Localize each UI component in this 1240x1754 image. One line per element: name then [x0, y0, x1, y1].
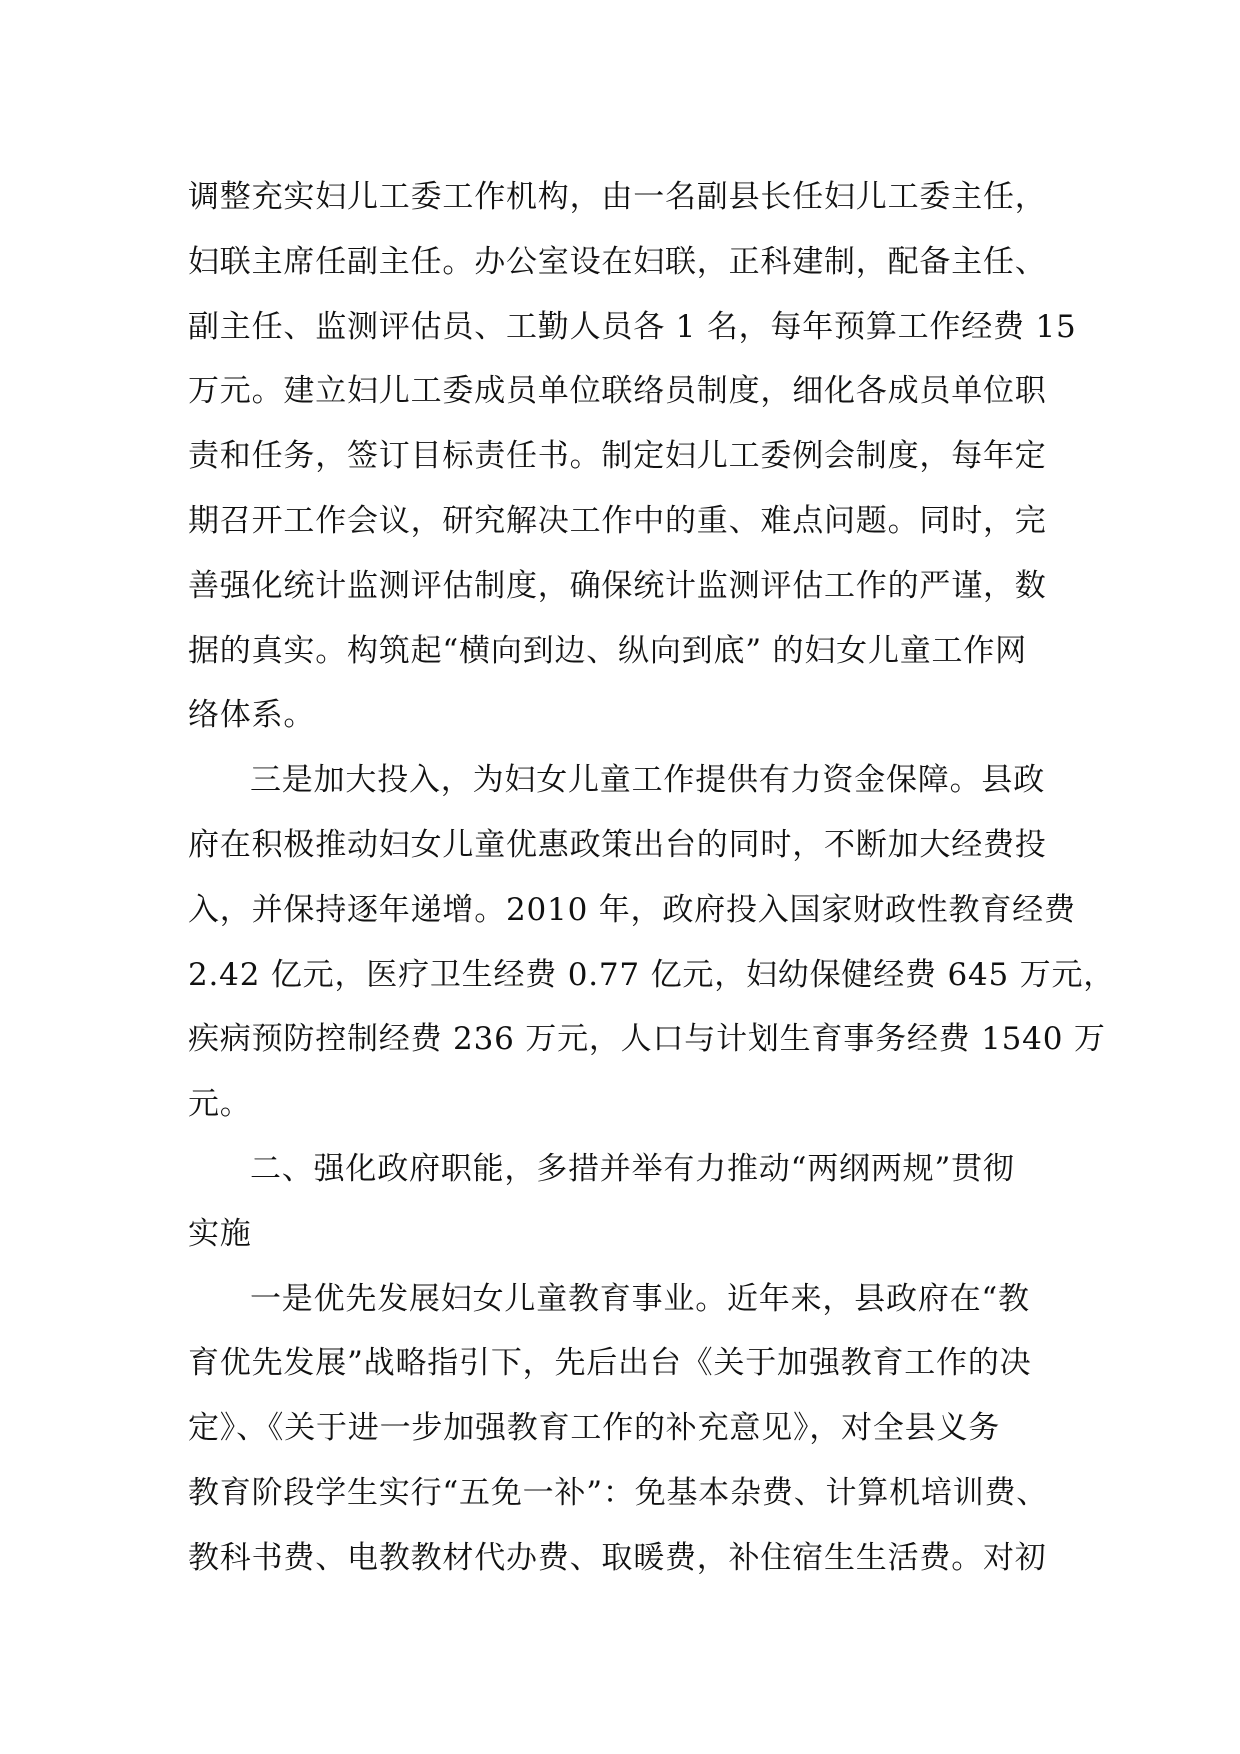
text-line: 期召开工作会议，研究解决工作中的重、难点问题。同时，完: [188, 502, 1047, 539]
text-line: 育优先发展”战略指引下，先后出台《关于加强教育工作的决: [188, 1345, 1032, 1382]
text-line: 元。: [188, 1086, 252, 1123]
text-line: 据的真实。构筑起“横向到边、纵向到底” 的妇女儿童工作网: [188, 632, 1027, 669]
text-line: 调整充实妇儿工委工作机构，由一名副县长任妇儿工委主任，: [188, 179, 1047, 215]
section-heading: 二、强化政府职能，多措并举有力推动“两纲两规”贯彻: [250, 1150, 1015, 1187]
text-line: 2.42 亿元，医疗卫生经费 0.77 亿元，妇幼保健经费 645 万元，: [188, 956, 1116, 993]
paragraph-first-line: 一是优先发展妇女儿童教育事业。近年来，县政府在“教: [250, 1280, 1030, 1317]
text-line: 教科书费、电教教材代办费、取暖费，补住宿生生活费。对初: [188, 1539, 1047, 1576]
text-line: 妇联主席任副主任。办公室设在妇联，正科建制，配备主任、: [188, 243, 1047, 280]
text-line: 疾病预防控制经费 236 万元，人口与计划生育事务经费 1540 万: [188, 1021, 1106, 1058]
text-line: 教育阶段学生实行“五免一补”：免基本杂费、计算机培训费、: [188, 1474, 1049, 1511]
text-line: 善强化统计监测评估制度，确保统计监测评估工作的严谨，数: [188, 567, 1047, 604]
text-line: 副主任、监测评估员、工勤人员各 1 名，每年预算工作经费 15: [188, 308, 1077, 345]
text-line: 责和任务，签订目标责任书。制定妇儿工委例会制度，每年定: [188, 438, 1047, 475]
paragraph-first-line: 三是加大投入，为妇女儿童工作提供有力资金保障。县政: [250, 762, 1045, 799]
text-line: 入，并保持逐年递增。2010 年，政府投入国家财政性教育经费: [188, 891, 1076, 928]
body-text: [188, 165, 1116, 1591]
text-line: 定》、《关于进一步加强教育工作的补充意见》，对全县义务: [188, 1410, 1001, 1447]
text-line: 万元。建立妇儿工委成员单位联络员制度，细化各成员单位职: [188, 373, 1047, 410]
section-heading-continuation: 实施: [188, 1215, 252, 1252]
text-line: 络体系。: [188, 697, 316, 734]
text-line: 府在积极推动妇女儿童优惠政策出台的同时，不断加大经费投: [188, 826, 1047, 863]
